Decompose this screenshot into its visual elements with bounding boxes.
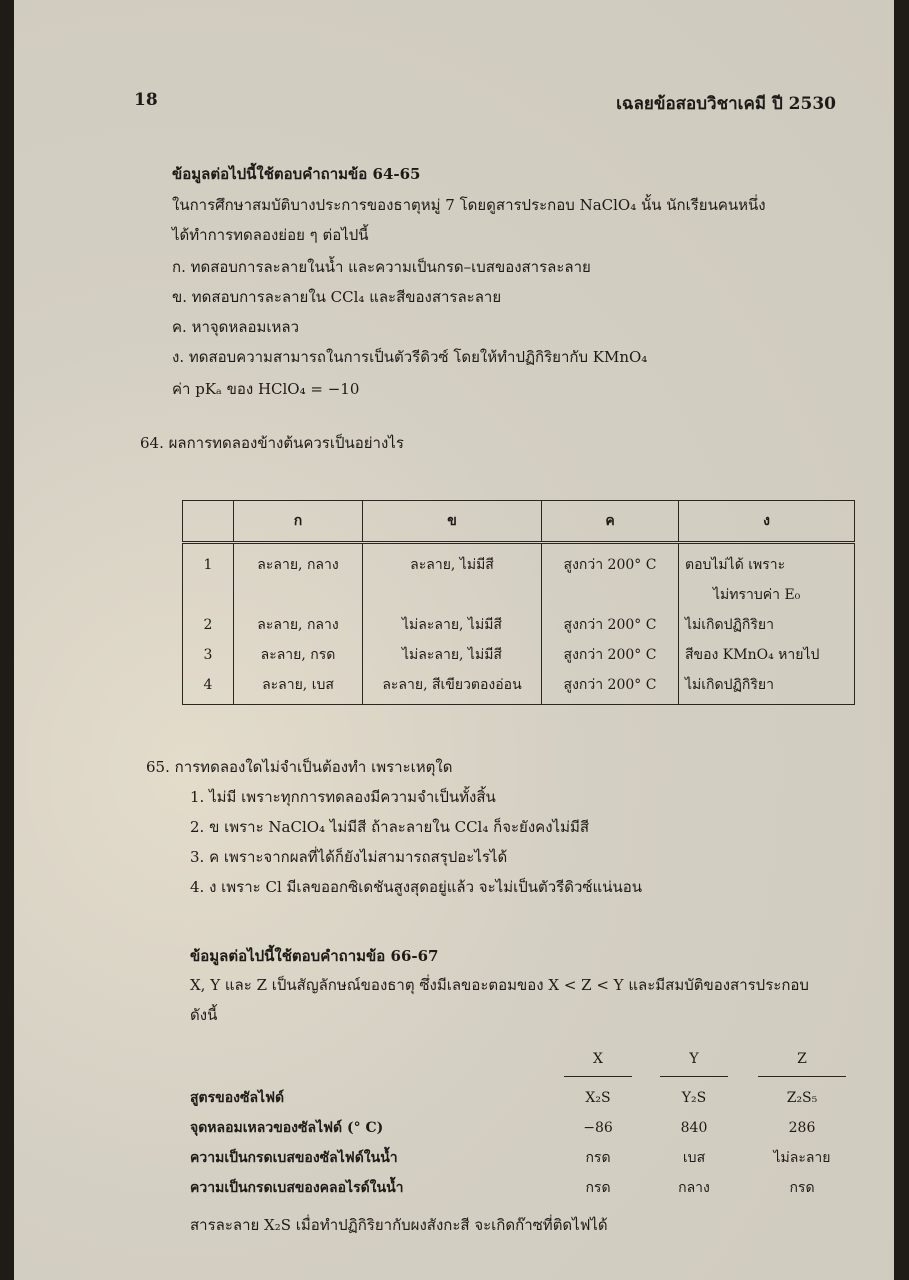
property-value: เบส bbox=[682, 1150, 706, 1166]
table-cell: ละลาย, กรด bbox=[234, 640, 363, 670]
table-cell: ละลาย, กลาง bbox=[234, 610, 363, 640]
table-row bbox=[183, 640, 855, 670]
table-cell: ตอบไม่ได้ เพราะ bbox=[679, 543, 855, 581]
question-64: 64. ผลการทดลองข้างต้นควรเป็นอย่างไร bbox=[140, 434, 404, 452]
table-header-cell bbox=[183, 501, 234, 543]
table-cell bbox=[234, 580, 363, 610]
table-cell: ละลาย, เบส bbox=[234, 670, 363, 705]
section2-heading: ข้อมูลต่อไปนี้ใช้ตอบคำถามข้อ 66-67 bbox=[190, 947, 439, 965]
section1-heading: ข้อมูลต่อไปนี้ใช้ตอบคำถามข้อ 64-65 bbox=[172, 165, 421, 183]
experiment-item: ก. ทดสอบการละลายในน้ำ และความเป็นกรด–เบสของสารละลาย bbox=[172, 258, 591, 276]
table-header-cell: ข bbox=[363, 501, 542, 543]
table-cell: สูงกว่า 200° C bbox=[542, 670, 679, 705]
table-cell: 4 bbox=[183, 670, 234, 705]
table-header-row bbox=[183, 501, 855, 543]
table-cell: สีของ KMnO₄ หายไป bbox=[679, 640, 855, 670]
pka-value: ค่า pKₐ ของ HClO₄ = −10 bbox=[172, 380, 360, 398]
table-header-cell: ง bbox=[679, 501, 855, 543]
table-row bbox=[183, 543, 855, 581]
property-value: กรด bbox=[789, 1180, 815, 1196]
table-row bbox=[190, 1143, 862, 1173]
section2-intro-line2: ดังนี้ bbox=[190, 1006, 218, 1024]
property-value: ไม่ละลาย bbox=[773, 1150, 831, 1166]
property-value: กรด bbox=[585, 1180, 611, 1196]
table-row bbox=[190, 1173, 862, 1203]
experiment-item: ง. ทดสอบความสามารถในการเป็นตัวรีดิวซ์ โดยให้ทำปฏิกิริยากับ KMnO₄ bbox=[172, 348, 648, 366]
property-value: Z₂S₅ bbox=[786, 1090, 818, 1106]
property-value: Y₂S bbox=[681, 1090, 707, 1106]
question-65: 65. การทดลองใดไม่จำเป็นต้องทำ เพราะเหตุใด bbox=[146, 758, 453, 776]
property-value: กลาง bbox=[678, 1180, 710, 1196]
choice: 2. ข เพราะ NaClO₄ ไม่มีสี ถ้าละลายใน CCl₄ ก็จะยังคงไม่มีสี bbox=[190, 818, 589, 836]
table-cell: ละลาย, สีเขียวตองอ่อน bbox=[363, 670, 542, 705]
table-cell: ละลาย, ไม่มีสี bbox=[363, 543, 542, 581]
table-row bbox=[183, 580, 855, 610]
running-header: เฉลยข้อสอบวิชาเคมี ปี 2530 bbox=[616, 94, 836, 114]
table-row bbox=[183, 670, 855, 705]
column-header-y: Y bbox=[660, 1044, 728, 1077]
choice: 1. ไม่มี เพราะทุกการทดลองมีความจำเป็นทั้งสิ้น bbox=[190, 788, 496, 806]
document-page bbox=[14, 0, 894, 1280]
properties-header-row bbox=[190, 1044, 862, 1077]
table-cell: สูงกว่า 200° C bbox=[542, 610, 679, 640]
table-header-cell: ก bbox=[234, 501, 363, 543]
choice: 3. ค เพราะจากผลที่ได้ก็ยังไม่สามารถสรุปอะไรได้ bbox=[190, 848, 508, 866]
table-cell: 3 bbox=[183, 640, 234, 670]
table-cell: ไม่ละลาย, ไม่มีสี bbox=[363, 640, 542, 670]
table-cell: ไม่เกิดปฏิกิริยา bbox=[679, 610, 855, 640]
table-cell bbox=[542, 580, 679, 610]
table-header-cell: ค bbox=[542, 501, 679, 543]
table-row bbox=[190, 1083, 862, 1113]
column-header-z: Z bbox=[758, 1044, 846, 1077]
table-cell: ละลาย, กลาง bbox=[234, 543, 363, 581]
page-number: 18 bbox=[134, 90, 158, 110]
property-value: −86 bbox=[583, 1120, 613, 1136]
experiment-item: ค. หาจุดหลอมเหลว bbox=[172, 318, 300, 336]
choice: 4. ง เพราะ Cl มีเลขออกซิเดชันสูงสุดอยู่แล้ว จะไม่เป็นตัวรีดิวซ์แน่นอน bbox=[190, 878, 642, 896]
property-label: ความเป็นกรดเบสของคลอไรด์ในน้ำ bbox=[190, 1180, 404, 1196]
experiment-item: ข. ทดสอบการละลายใน CCl₄ และสีของสารละลาย bbox=[172, 288, 502, 306]
section1-intro-line2: ได้ทำการทดลองย่อย ๆ ต่อไปนี้ bbox=[172, 226, 369, 244]
property-value: 840 bbox=[680, 1120, 708, 1136]
table-row bbox=[190, 1113, 862, 1143]
property-value: X₂S bbox=[585, 1090, 611, 1106]
results-table bbox=[182, 500, 855, 705]
table-cell: 2 bbox=[183, 610, 234, 640]
section2-intro-line1: X, Y และ Z เป็นสัญลักษณ์ของธาตุ ซึ่งมีเลขอะตอมของ X < Z < Y และมีสมบัติของสารประกอบ bbox=[190, 976, 809, 994]
column-header-x: X bbox=[564, 1044, 632, 1077]
table-cell bbox=[363, 580, 542, 610]
section1-intro-line1: ในการศึกษาสมบัติบางประการของธาตุหมู่ 7 โดยดูสารประกอบ NaClO₄ นั้น นักเรียนคนหนึ่ง bbox=[172, 196, 766, 214]
table-row bbox=[183, 610, 855, 640]
table-cell: สูงกว่า 200° C bbox=[542, 543, 679, 581]
table-cell: ไม่เกิดปฏิกิริยา bbox=[679, 670, 855, 705]
properties-table bbox=[190, 1044, 862, 1203]
property-value: กรด bbox=[585, 1150, 611, 1166]
property-label: จุดหลอมเหลวของซัลไฟด์ (° C) bbox=[190, 1120, 384, 1136]
table-cell: 1 bbox=[183, 543, 234, 581]
footer-note: สารละลาย X₂S เมื่อทำปฏิกิริยากับผงสังกะสี จะเกิดก๊าซที่ติดไฟได้ bbox=[190, 1216, 608, 1234]
table-cell bbox=[183, 580, 234, 610]
table-cell: สูงกว่า 200° C bbox=[542, 640, 679, 670]
table-cell: ไม่ทราบค่า E₀ bbox=[679, 580, 855, 610]
property-label: สูตรของซัลไฟด์ bbox=[190, 1090, 285, 1106]
property-value: 286 bbox=[788, 1120, 816, 1136]
property-label: ความเป็นกรดเบสของซัลไฟด์ในน้ำ bbox=[190, 1150, 398, 1166]
table-cell: ไม่ละลาย, ไม่มีสี bbox=[363, 610, 542, 640]
